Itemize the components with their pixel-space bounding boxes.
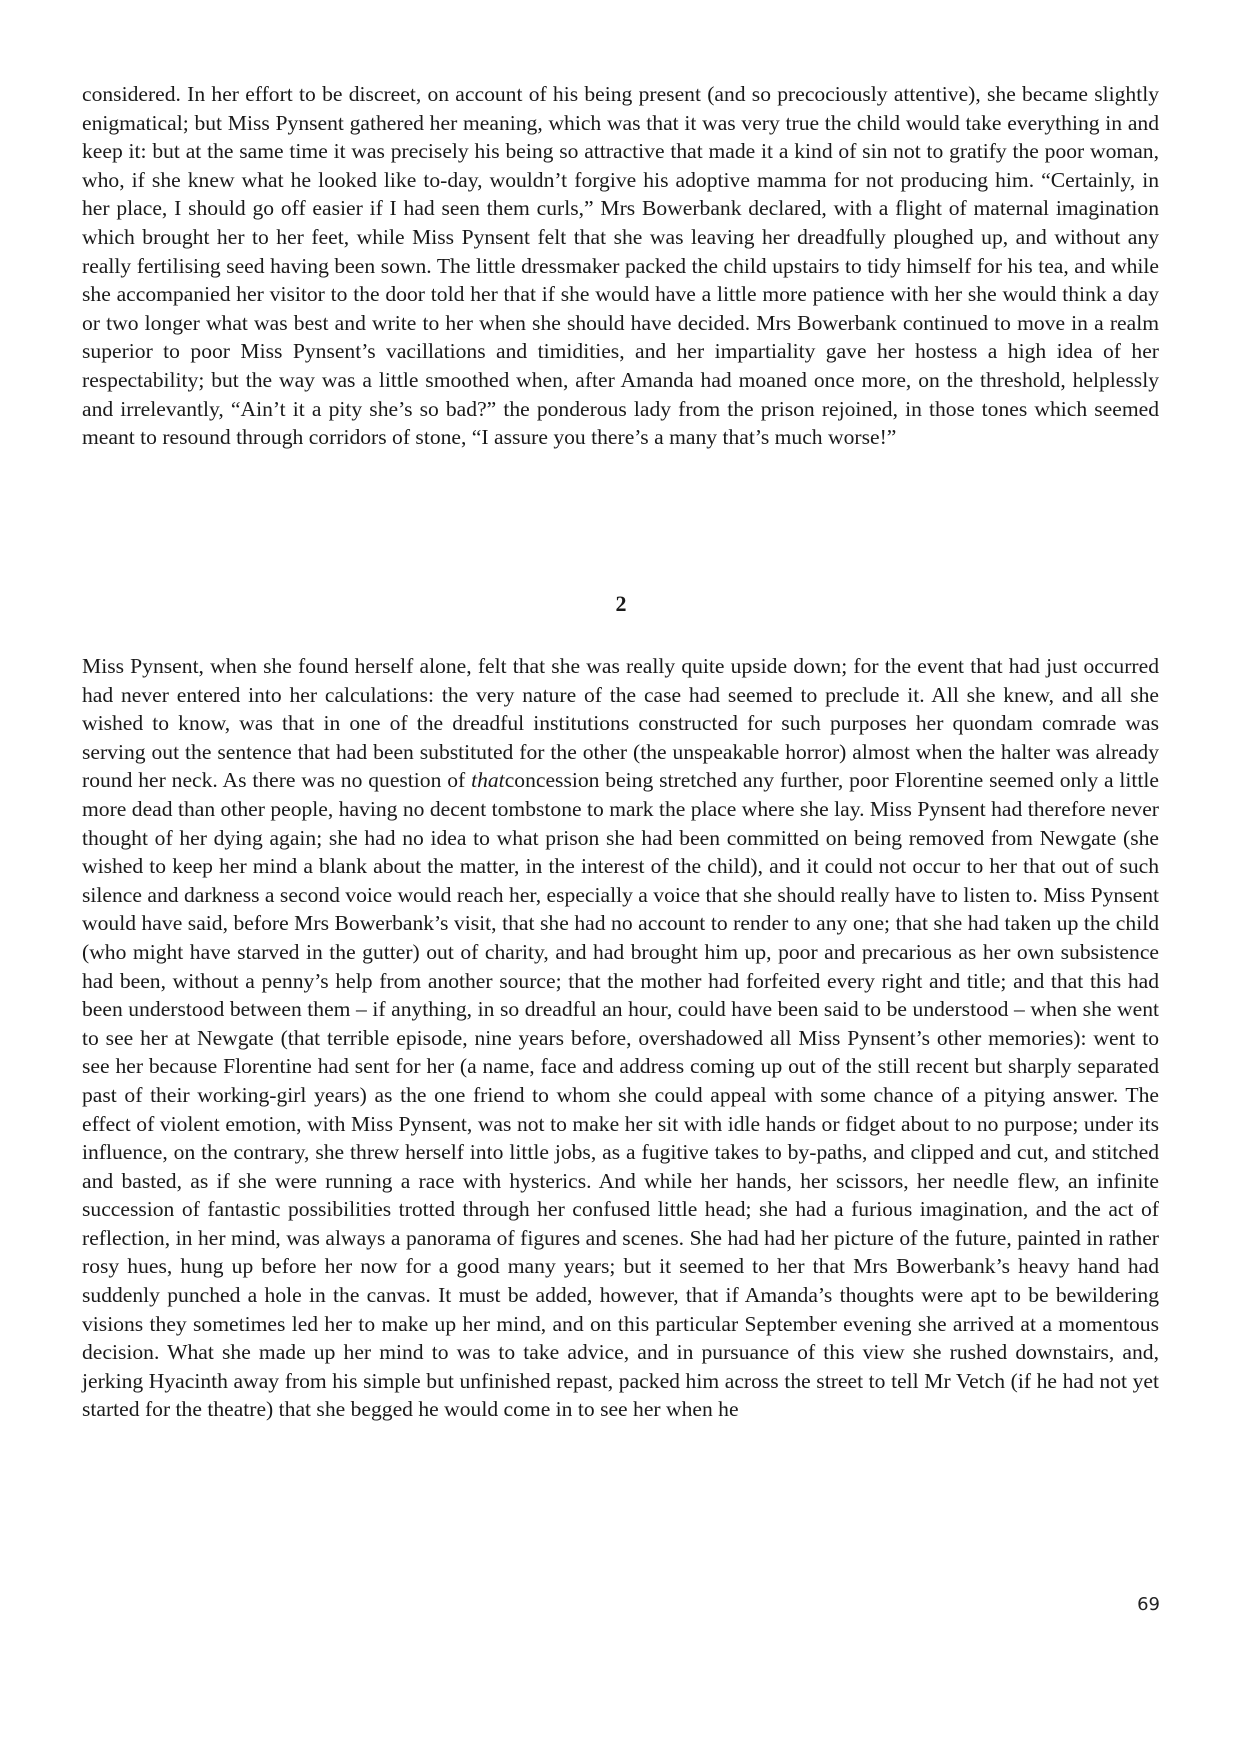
- paragraph-chapter-opening: [82, 652, 1159, 1424]
- paragraph-text-start: Miss Pynsent, when she found herself alone, felt that she was really quite upside down; for the event that had just occurred had never entered into her calculations: the very nature of the case had seemed to preclude it. All she knew, and all she wished to know, was that in one of the dreadful institutions constructed for such purposes her quondam comrade was serving out the sentence that had been substituted for the other (the unspeakable horror) almost when the halter was already round her neck. As there was no question of: [82, 654, 1159, 793]
- paragraph-text-end: concession being stretched any further, poor Florentine seemed only a little more dead than other people, having no decent tombstone to mark the place where she lay. Miss Pynsent had therefore never thought of her dying again; she had no idea to what prison she had been committed on being removed from Newgate (she wished to keep her mind a blank about the matter, in the interest of the child), and it could not occur to her that out of such silence and darkness a second voice would reach her, especially a voice that she should really have to listen to. Miss Pynsent would have said, before Mrs Bowerbank’s visit, that she had no account to render to any one; that she had taken up the child (who might have starved in the gutter) out of charity, and had brought him up, poor and precarious as her own subsistence had been, without a penny’s help from another source; that the mother had forfeited every right and title; and that this had been understood between them – if anything, in so dreadful an hour, could have been said to be understood – when she went to see her at Newgate (that terrible episode, nine years before, overshadowed all Miss Pynsent’s other memories): went to see her because Florentine had sent for her (a name, face and address coming up out of the still recent but sharply separated past of their working-girl years) as the one friend to whom she could appeal with some chance of a pitying answer. The effect of violent emotion, with Miss Pynsent, was not to make her sit with idle hands or fidget about to no purpose; under its influence, on the contrary, she threw herself into little jobs, as a fugitive takes to by-paths, and clipped and cut, and stitched and basted, as if she were running a race with hysterics. And while her hands, her scissors, her needle flew, an infinite succession of fantastic possibilities trotted through her confused little head; she had a furious imagination, and the act of reflection, in her mind, was always a panorama of figures and scenes. She had had her picture of the future, painted in rather rosy hues, hung up before her now for a good many years; but it seemed to her that Mrs Bowerbank’s heavy hand had suddenly punched a hole in the canvas. It must be added, however, that if Amanda’s thoughts were apt to be bewildering visions they sometimes led her to make up her mind, and on this particular September evening she arrived at a momentous decision. What she made up her mind to was to take advice, and in pursuance of this view she rushed downstairs, and, jerking Hyacinth away from his simple but unfinished repast, packed him across the street to tell Mr Vetch (if he had not yet started for the theatre) that she begged he would come in to see her when he: [82, 768, 1159, 1422]
- italic-emphasis: that: [471, 768, 505, 793]
- page-number: 69: [1137, 1594, 1160, 1615]
- paragraph-continued: considered. In her effort to be discreet, on account of his being present (and so precociously attentive), she became slightly enigmatical; but Miss Pynsent gathered her meaning, which was that it was very true the child would take everything in and keep it: but at the same time it was precisely his being so attractive that made it a kind of sin not to gratify the poor woman, who, if she knew what he looked like to-day, wouldn’t forgive his adoptive mamma for not producing him. “Certainly, in her place, I should go off easier if I had seen them curls,” Mrs Bowerbank declared, with a flight of maternal imagination which brought her to her feet, while Miss Pynsent felt that she was leaving her dreadfully ploughed up, and without any really fertilising seed having been sown. The little dressmaker packed the child upstairs to tidy himself for his tea, and while she accompanied her visitor to the door told her that if she would have a little more patience with her she would think a day or two longer what was best and write to her when she should have decided. Mrs Bowerbank continued to move in a realm superior to poor Miss Pynsent’s vacillations and timidities, and her impartiality gave her hostess a high idea of her respectability; but the way was a little smoothed when, after Amanda had moaned once more, on the threshold, helplessly and irrelevantly, “Ain’t it a pity she’s so bad?” the ponderous lady from the prison rejoined, in those tones which seemed meant to resound through corridors of stone, “I assure you there’s a many that’s much worse!”: [82, 82, 1159, 450]
- chapter-number: 2: [615, 591, 627, 616]
